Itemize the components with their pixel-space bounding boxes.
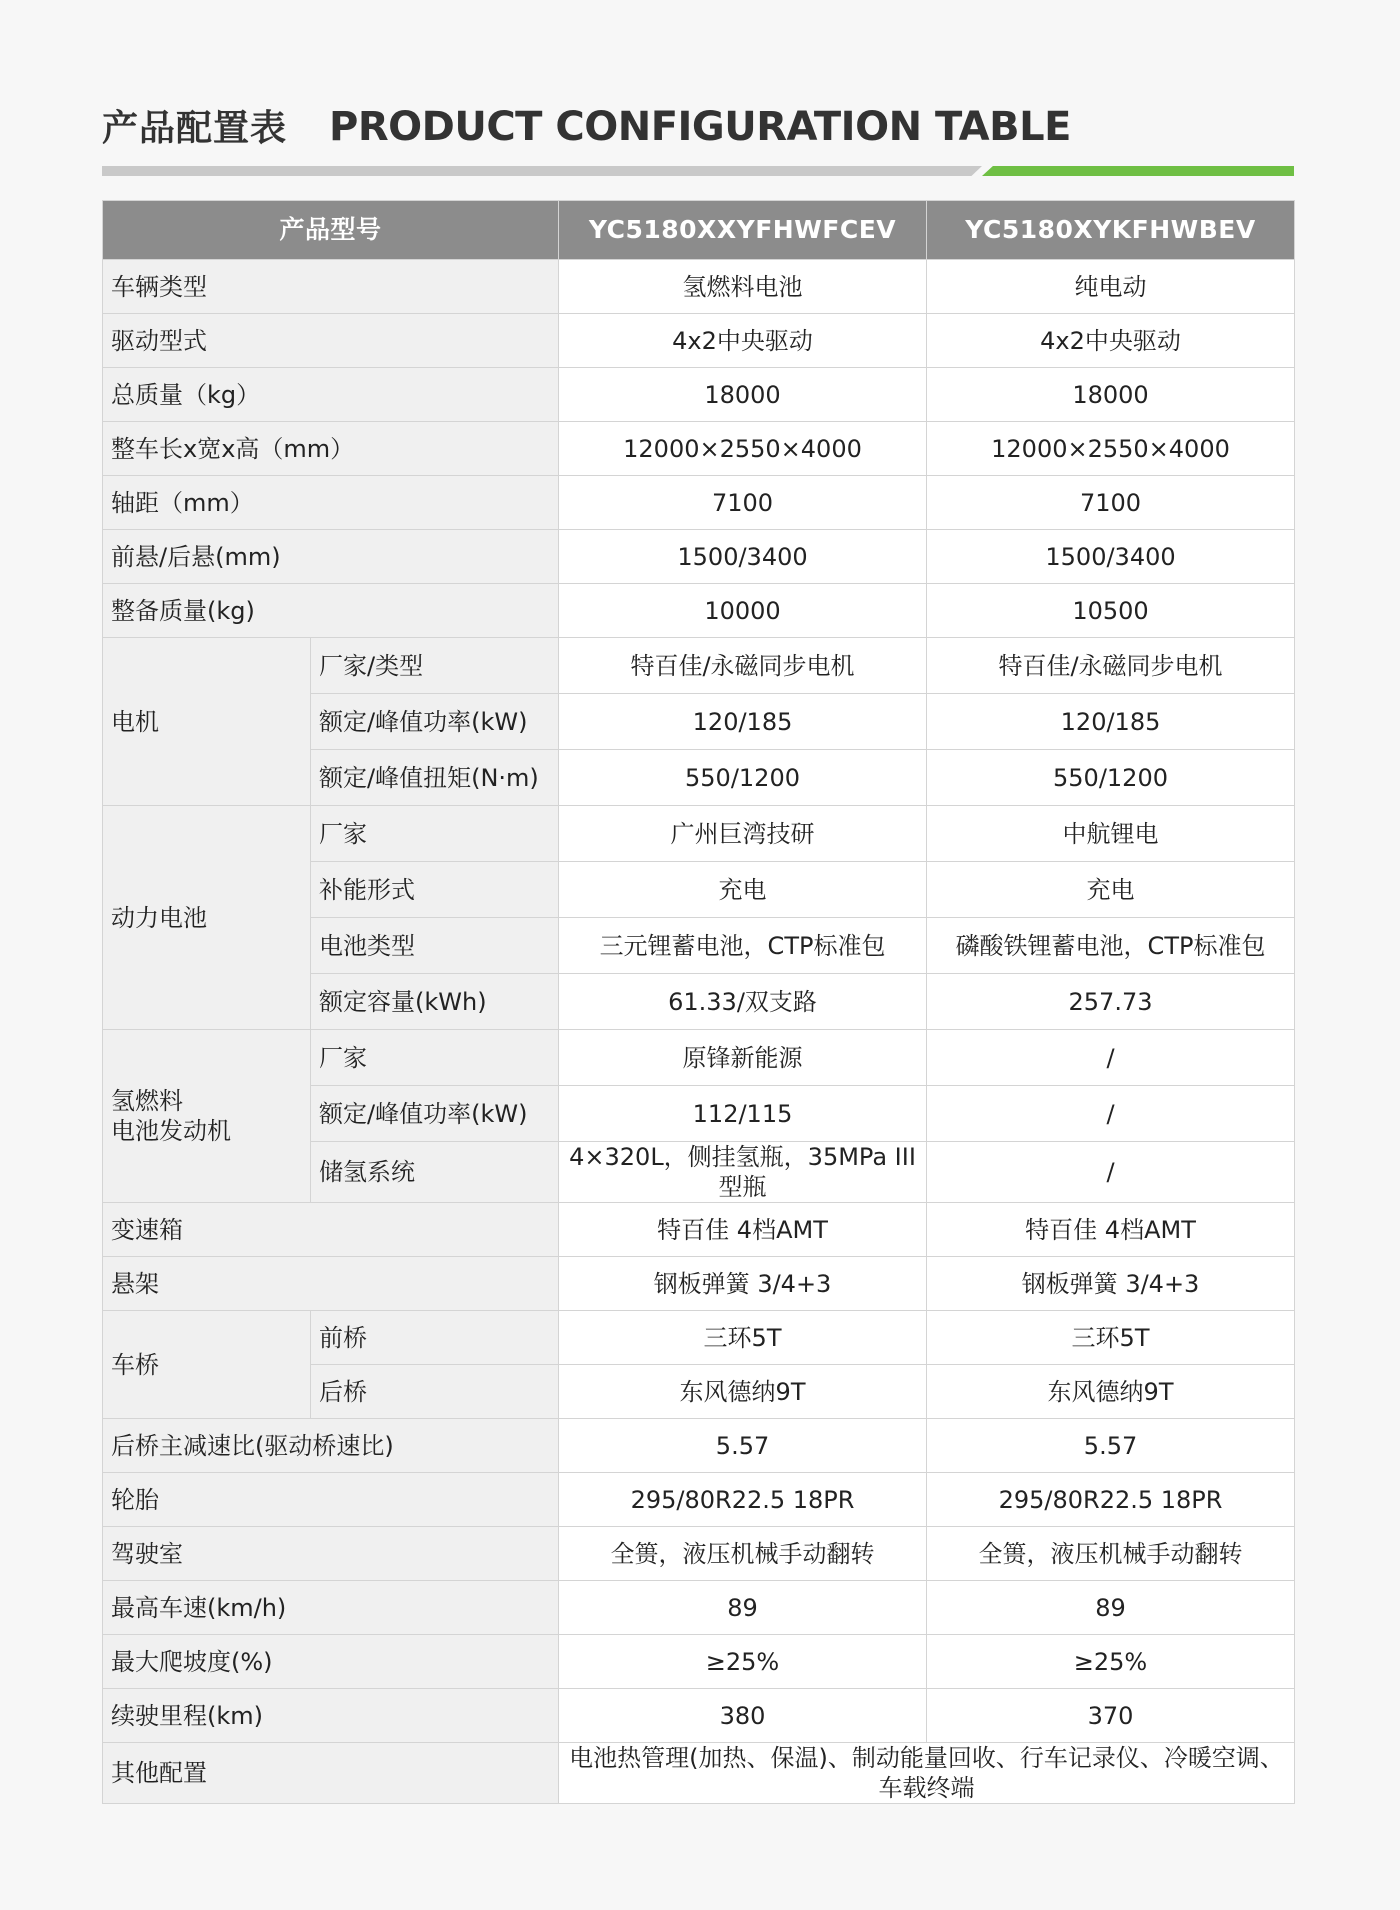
sub-label: 厂家 — [311, 1030, 559, 1086]
cell-model-1: 89 — [559, 1581, 927, 1635]
sub-label: 电池类型 — [311, 918, 559, 974]
cell-model-1: 550/1200 — [559, 750, 927, 806]
group-label-line: 电池发动机 — [111, 1117, 231, 1145]
cell-model-1: ≥25% — [559, 1635, 927, 1689]
cell-model-1: 7100 — [559, 476, 927, 530]
cell-model-2: 充电 — [927, 862, 1295, 918]
row-label: 整车长x宽x高（mm） — [103, 422, 559, 476]
table-row — [103, 1743, 1295, 1804]
cell-model-1: 全篑，液压机械手动翻转 — [559, 1527, 927, 1581]
table-row — [103, 1030, 1295, 1086]
cell-model-2: 18000 — [927, 368, 1295, 422]
model-label-header: 产品型号 — [103, 201, 559, 260]
model-2-header: YC5180XYKFHWBEV — [927, 201, 1295, 260]
cell-model-1: 特百佳/永磁同步电机 — [559, 638, 927, 694]
cell-model-2: 1500/3400 — [927, 530, 1295, 584]
row-label: 驱动型式 — [103, 314, 559, 368]
sub-label: 前桥 — [311, 1311, 559, 1365]
cell-model-1: 4×320L，侧挂氢瓶，35MPa III型瓶 — [559, 1142, 927, 1203]
cell-model-2: 89 — [927, 1581, 1295, 1635]
cell-model-1: 1500/3400 — [559, 530, 927, 584]
table-row — [103, 1419, 1295, 1473]
row-label: 总质量（kg） — [103, 368, 559, 422]
sub-label: 后桥 — [311, 1365, 559, 1419]
group-label-battery: 动力电池 — [103, 806, 311, 1030]
table-row — [103, 1473, 1295, 1527]
cell-model-2: 三环5T — [927, 1311, 1295, 1365]
cell-model-2: ≥25% — [927, 1635, 1295, 1689]
cell-model-2: 120/185 — [927, 694, 1295, 750]
cell-model-2: 特百佳 4档AMT — [927, 1203, 1295, 1257]
sub-label: 厂家 — [311, 806, 559, 862]
cell-model-2: 12000×2550×4000 — [927, 422, 1295, 476]
cell-model-2: 钢板弹簧 3/4+3 — [927, 1257, 1295, 1311]
page-title — [102, 100, 1071, 151]
table-row — [103, 1581, 1295, 1635]
sub-label: 厂家/类型 — [311, 638, 559, 694]
cell-model-1: 钢板弹簧 3/4+3 — [559, 1257, 927, 1311]
group-label-line: 氢燃料 — [111, 1087, 183, 1115]
cell-model-2: / — [927, 1086, 1295, 1142]
cell-model-1: 112/115 — [559, 1086, 927, 1142]
row-label: 续驶里程(km) — [103, 1689, 559, 1743]
row-label: 最高车速(km/h) — [103, 1581, 559, 1635]
cell-model-1: 12000×2550×4000 — [559, 422, 927, 476]
table-row — [103, 1311, 1295, 1365]
row-label: 车辆类型 — [103, 260, 559, 314]
cell-model-2: 10500 — [927, 584, 1295, 638]
table-row — [103, 1257, 1295, 1311]
cell-model-2: 特百佳/永磁同步电机 — [927, 638, 1295, 694]
row-label: 轮胎 — [103, 1473, 559, 1527]
cell-model-2: 中航锂电 — [927, 806, 1295, 862]
cell-model-1: 广州巨湾技研 — [559, 806, 927, 862]
sub-label: 额定/峰值扭矩(N·m) — [311, 750, 559, 806]
cell-model-1: 10000 — [559, 584, 927, 638]
group-label-axle: 车桥 — [103, 1311, 311, 1419]
cell-model-2: 磷酸铁锂蓄电池，CTP标准包 — [927, 918, 1295, 974]
sub-label: 补能形式 — [311, 862, 559, 918]
table-row — [103, 584, 1295, 638]
cell-model-1: 三环5T — [559, 1311, 927, 1365]
cell-model-1: 380 — [559, 1689, 927, 1743]
table-row — [103, 476, 1295, 530]
cell-model-2: / — [927, 1142, 1295, 1203]
row-label: 后桥主减速比(驱动桥速比) — [103, 1419, 559, 1473]
table-row — [103, 260, 1295, 314]
row-label: 前悬/后悬(mm) — [103, 530, 559, 584]
cell-model-2: / — [927, 1030, 1295, 1086]
table-row — [103, 368, 1295, 422]
row-label: 整备质量(kg) — [103, 584, 559, 638]
row-label: 轴距（mm） — [103, 476, 559, 530]
cell-model-2: 295/80R22.5 18PR — [927, 1473, 1295, 1527]
cell-model-2: 5.57 — [927, 1419, 1295, 1473]
cell-model-1: 东风德纳9T — [559, 1365, 927, 1419]
cell-model-1: 61.33/双支路 — [559, 974, 927, 1030]
table-header-row — [103, 201, 1295, 260]
configuration-table — [102, 200, 1295, 1804]
cell-model-1: 原锋新能源 — [559, 1030, 927, 1086]
row-label: 驾驶室 — [103, 1527, 559, 1581]
table-row — [103, 1527, 1295, 1581]
cell-model-2: 4x2中央驱动 — [927, 314, 1295, 368]
table-row — [103, 314, 1295, 368]
cell-model-2: 东风德纳9T — [927, 1365, 1295, 1419]
cell-other-config: 电池热管理(加热、保温)、制动能量回收、行车记录仪、冷暖空调、车载终端 — [559, 1743, 1295, 1804]
title-underline — [102, 166, 1294, 176]
cell-model-2: 370 — [927, 1689, 1295, 1743]
table-row — [103, 638, 1295, 694]
cell-model-1: 18000 — [559, 368, 927, 422]
row-label: 变速箱 — [103, 1203, 559, 1257]
sub-label: 额定容量(kWh) — [311, 974, 559, 1030]
table-row — [103, 1203, 1295, 1257]
table-row — [103, 422, 1295, 476]
row-label: 其他配置 — [103, 1743, 559, 1804]
cell-model-1: 三元锂蓄电池，CTP标准包 — [559, 918, 927, 974]
group-label-fuel-cell — [103, 1030, 311, 1203]
sub-label: 储氢系统 — [311, 1142, 559, 1203]
title-chinese: 产品配置表 — [102, 108, 288, 149]
sub-label: 额定/峰值功率(kW) — [311, 1086, 559, 1142]
cell-model-2: 257.73 — [927, 974, 1295, 1030]
cell-model-2: 纯电动 — [927, 260, 1295, 314]
cell-model-1: 特百佳 4档AMT — [559, 1203, 927, 1257]
cell-model-1: 5.57 — [559, 1419, 927, 1473]
cell-model-1: 4x2中央驱动 — [559, 314, 927, 368]
cell-model-2: 全篑，液压机械手动翻转 — [927, 1527, 1295, 1581]
cell-model-1: 295/80R22.5 18PR — [559, 1473, 927, 1527]
row-label: 悬架 — [103, 1257, 559, 1311]
cell-model-1: 120/185 — [559, 694, 927, 750]
title-english: PRODUCT CONFIGURATION TABLE — [329, 104, 1071, 150]
group-label-motor: 电机 — [103, 638, 311, 806]
table-row — [103, 530, 1295, 584]
row-label: 最大爬坡度(%) — [103, 1635, 559, 1689]
cell-model-1: 充电 — [559, 862, 927, 918]
sub-label: 额定/峰值功率(kW) — [311, 694, 559, 750]
table-row — [103, 806, 1295, 862]
title-underline-gray — [102, 166, 982, 176]
model-1-header: YC5180XXYFHWFCEV — [559, 201, 927, 260]
title-underline-green — [982, 166, 1294, 176]
cell-model-2: 7100 — [927, 476, 1295, 530]
cell-model-1: 氢燃料电池 — [559, 260, 927, 314]
table-row — [103, 1635, 1295, 1689]
cell-model-2: 550/1200 — [927, 750, 1295, 806]
table-row — [103, 1689, 1295, 1743]
